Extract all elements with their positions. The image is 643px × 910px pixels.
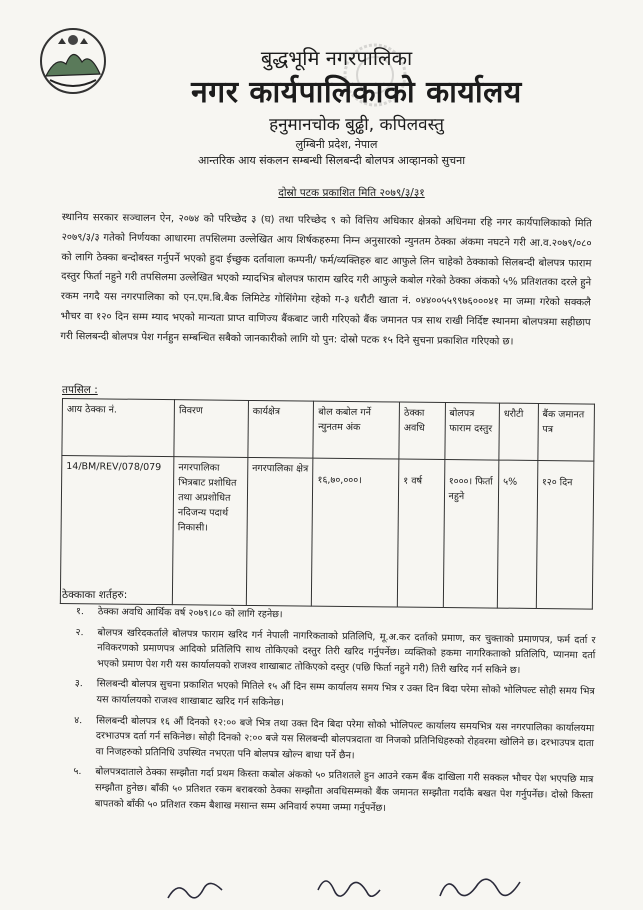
signature-1 [168,883,222,898]
col-description: विवरण [174,400,248,458]
condition-text: बोलपत्रदाताले ठेक्का सम्झौता गर्दा प्रथम किस्ता कबोल अंकको ५० प्रतिशतले हुन आउने रकम बैंक दाखिला गरी सक्कल भौचर पेश भएपछि मात्र सम्झौता हुनेछ। बाँकी ५० प्रतिशत रकम बराबरको ठेक्का सम्झौता अवधिसम्मको बैंक जमानत सम्झौता गर्दाकै बखत पेश गर्नुपर्नेछ। दोस्रो किस्ता बापतको बाँकी ५० प्रतिशत रकम बैशाख मसान्त सम्म अनिवार्य रुपमा जम्मा गर्नुपर्नेछ। [94,766,594,814]
condition-number: २. [75,626,84,638]
conditions-list [73,604,596,824]
condition-item [74,676,594,715]
condition-text: बोलपत्र खरिदकर्ताले बोलपत्र फाराम खरिद गर्न नेपाली नागरिकताको प्रतिलिपि, मू.अ.कर दर्ताको प्रमाण, कर चुक्ताको प्रमाणपत्र, फर्म दर्ता र नविकरणको प्रमाणपत्र आदिको प्रतिलिपि साथ तोकिएको दस्तुर तिरी खरिद गर्नुपर्नेछ। व्यक्तिको हकमा नागरिकताको प्रतिलिपि, प्यानमा दर्ता भएको प्रमाण पेश गरी यस कार्यालयको राजश्व शाखाबाट तोकिएको दस्तुर (पछि फिर्ता नहुने गरी) तिरी खरिद गर्न सकिने छ। [96,626,596,676]
condition-item [73,764,594,819]
col-form-fee: बोलपत्र फाराम दस्तुर [444,403,499,461]
cell-description: नगरपालिका भित्रबाट प्रशोधित तथा अप्रशोधित नदिजन्य पदार्थ निकासी। [172,457,247,606]
condition-text: ठेक्का अवधि आर्थिक वर्ष २०७९।८० को लागि रहनेछ। [97,606,283,621]
notice-paragraph: स्थानिय सरकार सञ्चालन ऐन, २०७४ को परिच्छेद ३ (घ) तथा परिच्छेद ९ को वित्तिय अधिकार क्षेत्रको अधिनमा रहि नगर कार्यपालिकाको मिति २०७९/३/३ गतेको निर्णयका आधारमा तपसिलमा उल्लेखित आय शिर्षकहरुमा निम्न अनुसारको न्युनतम ठेक्का अंकमा नघटने गरी आ.व.२०७९/०८० को लागि ठेक्का बन्दोबस्त गर्नुपर्ने भएको हुदा ईच्छुक दर्तावाला कम्पनी/ फर्म/व्यक्तिहरु बाट आफुले लिन चाहेको ठेक्काको सिलबन्दी बोलपत्र फाराम दस्तुर फिर्ता नहुने गरी तपसिलमा उल्लेखित भएको म्यादभित्र बोलपत्र फाराम खरिद गरी आफुले कबोल गरेको ठेक्का अंकको ५% प्रतिशतका दरले हुने रकम नगदै यस नगरपालिका को एन.एम.बि.बैक लिमिटेड गोसिंगेमा रहेको ग-३ धरौटी खाता नं. ०४४००५५९९७६०००४१ मा जम्मा गरेको सक्कलै भौचर वा १२० दिन सम्म म्याद भएको मान्यता प्राप्त वाणिज्य बैंकबाट जारी गरिएको बैंक जमानत पत्र साथ राखी निर्दिष्ट स्थानमा बोलपत्रमा सहीछाप गरी सिलबन्दी बोलपत्र पेश गर्नहुन सम्बन्धित सबैको जानकारीको लागि यो पुन: दोस्रो पटक १५ दिने सुचना प्रकाशित गरिएको छ। [60,211,592,348]
province: लुम्बिनी प्रदेश, नेपाल [295,138,378,151]
signatures [0,860,643,910]
condition-text: सिलबन्दी बोलपत्र १६ औं दिनको १२:०० बजे भित्र तथा उक्त दिन बिदा परेमा सोको भोलिपल्ट कार्यालय समयभित्र यस नगरपालिका कार्यालयमा दरभाउपत्र दर्ता गर्न सकिनेछ। सोही दिनको २:०० बजे यस सिलबन्दी बोलपत्रदाता वा निजको प्रतिनिधिहरुको रोहवरमा खोलिने छ। दरभाउपत्र दाता वा निजहरुको प्रतिनिधि उपस्थित नभएता पनि बोलपत्र खोल्न बाधा पर्ने छैन। [95,714,595,762]
cell-deposit: ५% [497,460,537,608]
col-area: कार्यक्षेत्र [248,400,314,458]
col-deposit: धरौटी [499,403,538,460]
office-address: हनुमानचोक बुढ्ढी, कपिलवस्तु [269,115,444,135]
conditions-title: ठेक्काका शर्तहरु: [62,589,128,601]
publish-date-text: दोस्रो पटक प्रकाशित मिति २०७९/३/३१ [278,187,425,199]
condition-number: ५. [73,766,82,778]
municipality-name: बुद्धभूमि नगरपालिका [260,46,413,70]
cell-duration: १ वर्ष [397,459,444,607]
signature-3 [440,879,520,896]
condition-item [74,713,595,768]
condition-text: सिलबन्दी बोलपत्र सुचना प्रकाशित भएको मितिले १५ औं दिन सम्म कार्यालय समय भित्र र उक्त दिन बिदा परेमा सोको भोलिपल्ट सोही समय भित्र यस कार्यालयको राजश्व शाखाबाट खरिद गर्न सकिनेछ। [96,678,595,709]
publish-date [0,186,643,200]
col-min-amount: बोल कबोल गर्ने न्युनतम अंक [313,401,399,459]
condition-item [75,625,596,680]
col-contract-no: आय ठेक्का नं. [62,399,175,457]
signature-2 [318,881,380,896]
table-row [60,456,594,610]
cell-form-fee: १०००। फिर्ता नहुने [443,460,499,609]
cell-min-amount: १६,७०,०००। [312,458,399,607]
condition-number: १. [75,605,85,618]
col-duration: ठेक्का अवधि [399,402,445,459]
cell-bank-guarantee: १२० दिन [536,460,594,609]
office-title: नगर कार्यपालिकाको कार्यालय [191,75,522,110]
contract-table [60,398,595,610]
table-header-row [62,399,595,462]
notice-title: आन्तरिक आय संकलन सम्बन्धी सिलबन्दी बोलपत्र आव्हानको सुचना [197,154,466,167]
col-bank-guarantee: बैंक जमानत पत्र [538,403,595,461]
cell-area: नगरपालिका क्षेत्र [246,457,313,606]
condition-number: ४. [74,714,83,726]
tapasil-label: तपसिल : [62,384,98,396]
condition-number: ३. [74,678,83,690]
cell-contract-no: 14/BM/REV/078/079 [60,456,174,605]
